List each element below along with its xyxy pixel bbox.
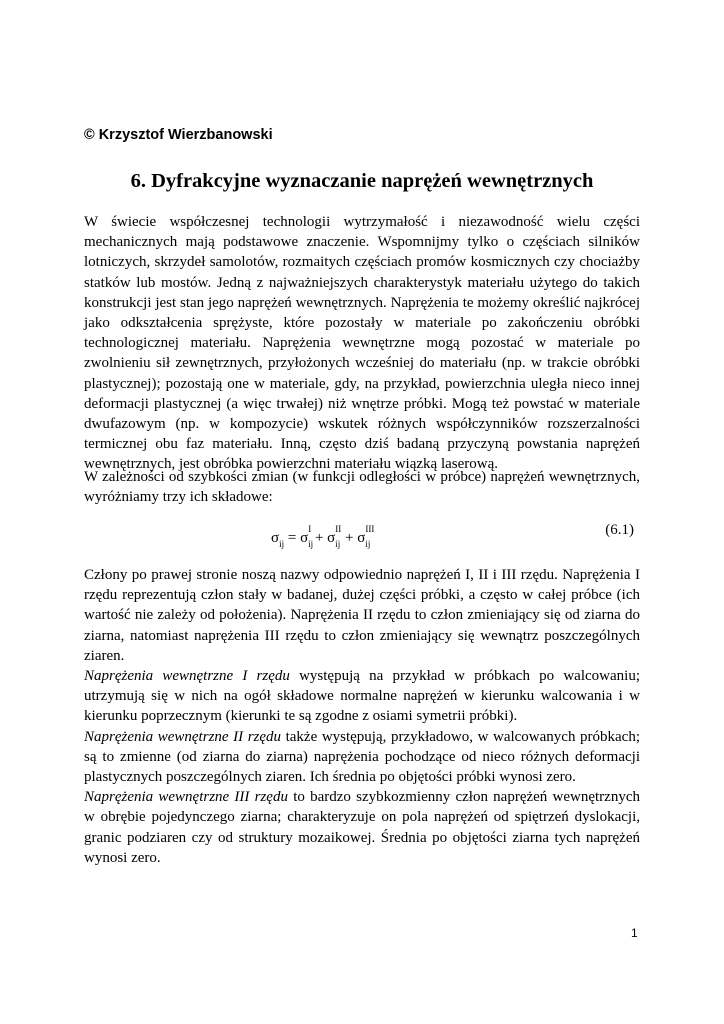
superscript-iii: III <box>365 524 375 534</box>
sigma-second-order: σ <box>327 530 336 546</box>
equation-6-1 <box>84 522 640 552</box>
section-title: 6. Dyfrakcyjne wyznaczanie naprężeń wewnętrznych <box>130 170 594 192</box>
paragraph-2-text: W zależności od szybkości zmian (w funkcji odległości w próbce) naprężeń wewnętrznych, wyróżniamy trzy ich składowe: <box>84 469 640 506</box>
paragraph-components <box>84 467 640 507</box>
sigma-first-order: σ <box>300 530 309 546</box>
plus-sign-1: + <box>311 530 328 546</box>
subscript-second: ij <box>335 539 341 549</box>
paragraph-intro <box>84 212 640 475</box>
paragraph-second-order <box>84 727 640 788</box>
superscript-ii: II <box>335 524 342 534</box>
subscript-total: ij <box>279 539 285 549</box>
second-order-text: także występują, przykładowo, w walcowanych próbkach; są to zmienne (od ziarna do ziarna) naprężenia pochodzące od nieco różnych deformacji plastycznych poszczególnych ziaren. Ich średnia po objętości próbki wynosi zero. <box>84 728 641 786</box>
paragraph-1-text: W świecie współczesnej technologii wytrzymałość i niezawodność wielu części mechanicznych mają podstawowe znaczenie. Wspomnijmy tylko o częściach silników lotniczych, skrzydeł samolotów, rozmaitych częściach promów kosmicznych czy chociażby statków lub mostów. Jedną z najważniejszych charakterystyk materiału użytego do takich konstrukcji jest stan jego naprężeń wewnętrznych. Naprężenia te możemy określić najkrócej jako odkształcenia sprężyste, które pozostały w materiale po zakończeniu obróbki technologicznej materiału. Naprężenia wewnętrzne mogą pozostać w materiale po zwolnieniu sił zewnętrznych, przyłożonych wcześniej do materiału (np. w trakcie obróbki plastycznej); pozostają one w materiale, gdy, na przykład, powierzchnia uległa nieco innej deformacji plastycznej (a więc trwałej) niż wnętrze próbki. Mogą też powstać w materiale dwufazowym (np. w kompozycie) wskutek różnych współczynników rozszerzalności termicznej obu faz materiału. Inną, często dziś badaną przyczyną powstania naprężeń wewnętrznych, jest obróbka powierzchni materiału wiązką laserową. <box>84 214 640 473</box>
page-number: 1 <box>631 926 638 940</box>
subscript-first: ij <box>308 539 314 549</box>
equation-formula <box>271 524 374 549</box>
paragraph-3-text: Człony po prawej stronie noszą nazwy odpowiednio naprężeń I, II i III rzędu. Naprężenia I rzędu reprezentują człon stały w badanej, dużej części próbki, a często w całej próbce (ich wartość nie zależy od położenia). Naprężenia II rzędu to człon zmieniający się od ziarna do ziarna, natomiast naprężenia III rzędu to człon zmieniający się wewnątrz poszczególnych ziaren. <box>84 567 640 664</box>
first-order-text: występują na przykład w próbkach po walcowaniu; utrzymują się w nich na ogół składowe normalne naprężeń w kierunku walcowania i w kierunku poprzecznym (kierunki te są zgodne z osiami symetrii próbki). <box>84 668 640 725</box>
paragraph-first-order <box>84 666 640 727</box>
third-order-text: to bardzo szybkozmienny człon naprężeń wewnętrznych w obrębie pojedynczego ziarna; charakteryzuje on pola naprężeń od spiętrzeń dyslokacji, granic podziaren czy od struktury mozaikowej. Średnia po objętości ziarna tych naprężeń wynosi zero. <box>84 789 640 866</box>
subscript-third: ij <box>365 539 371 549</box>
equals-sign: = <box>284 530 301 546</box>
plus-sign-2: + <box>341 530 358 546</box>
sigma-total: σ <box>271 530 280 546</box>
paragraph-orders <box>84 565 640 868</box>
author-header: © Krzysztof Wierzbanowski <box>84 127 273 143</box>
second-order-lead: Naprężenia wewnętrzne II rzędu <box>84 728 282 745</box>
first-order-lead: Naprężenia wewnętrzne I rzędu <box>84 668 290 685</box>
sigma-third-order: σ <box>357 530 366 546</box>
third-order-lead: Naprężenia wewnętrzne III rzędu <box>84 789 288 806</box>
paragraph-third-order <box>84 787 640 868</box>
superscript-i: I <box>308 524 312 534</box>
equation-number: (6.1) <box>605 522 634 538</box>
